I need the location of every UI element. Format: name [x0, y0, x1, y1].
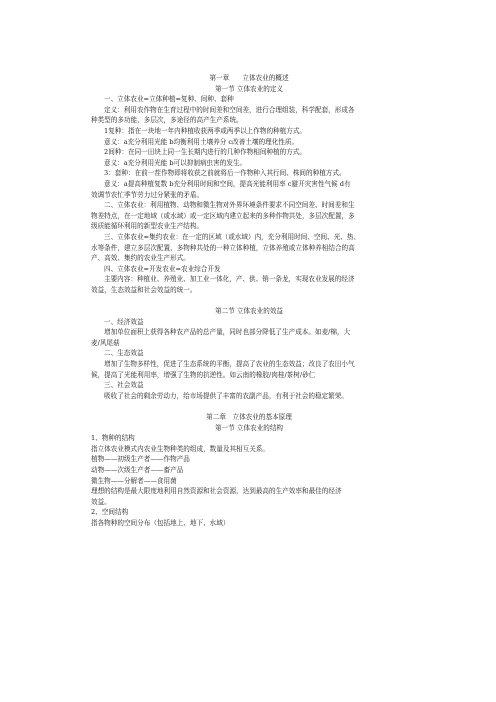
paragraph-line: 级质能循环利用的新型农业生产结构。: [91, 222, 204, 231]
paragraph-line: 意义：a充分利用光能 b均衡利用土壤养分 c改善土壤的理化性质。: [104, 137, 299, 146]
paragraph-line: 指立体农业模式内农业生物种类的组成，数量及其相互关系。: [91, 444, 270, 453]
paragraph-line: 理想的结构是最大限度地利用自然资源和社会资源，达到最高的生产效率和最佳的经济: [91, 487, 342, 496]
paragraph-line: 一、经济效益: [104, 317, 144, 326]
paragraph-line: 二、生态效益: [104, 349, 144, 358]
paragraph-line: 种类型的多功能，多层次，多途径的高产生产系统。: [91, 116, 243, 125]
paragraph-line: 效调节农忙季节劳力过分紧张的矛盾。: [91, 190, 204, 199]
paragraph-line: 1、物种的结构: [91, 434, 135, 443]
paragraph-line: 效益。: [91, 497, 111, 506]
paragraph-line: 水等条件，建立多层次配置，多物种共处的一种立体种植，立体养殖或立体种养相结合的高: [91, 243, 355, 252]
paragraph-line: 指各物种的空间分布（包括地上、地下、水域）: [91, 518, 230, 527]
paragraph-line: 吸收了社会的剩余劳动力，给市场提供了丰富的农副产品，有利于社会的稳定繁荣。: [104, 391, 348, 400]
paragraph-line: 定义：利用农作物在生育过程中的时间差和空间差，进行合理组装，科学配套，形成各: [104, 105, 355, 114]
paragraph-line: 意义：a提高种植复数 b充分利用时间和空间，提高光能利用率 c避开灾害性气候 d有: [104, 179, 351, 188]
paragraph-line: 效益，生态效益和社会效益的统一。: [91, 285, 197, 294]
paragraph-line: 2、空间结构: [91, 508, 129, 517]
document-body: [91, 73, 407, 529]
chapter-1-section-2-body: [91, 317, 407, 402]
chapter-1-title: 第一章 立体农业的概述: [209, 74, 289, 82]
paragraph-line: 增加了生物多样性，促进了生态系统的平衡，提高了农业的生态效益；改良了农田小气: [104, 360, 355, 369]
paragraph-line: 产、高效、集约的农业生产形式。: [91, 254, 190, 263]
paragraph-line: 候，提高了光能利用率，增强了生物的抗逆性。如云南的橡胶/肉桂/茶树/砂仁: [91, 370, 316, 379]
chapter-1-section-2-title: 第二节 立体农业的效益: [214, 307, 284, 316]
paragraph-line: 麦/风尾菇: [91, 338, 120, 347]
paragraph-line: 二、立体农业：利用植物、动物和微生物对外界环境条件要求不同空间差、时间差和生: [104, 201, 355, 210]
paragraph-line: 2间种：在同一田块上同一生长期内进行的几种作物相间种植的方式。: [104, 148, 307, 157]
paragraph-line: 三、社会效益: [104, 381, 144, 390]
paragraph-line: 三、立体农业=集约农业：在一定的区域（或水域）内，充分利用时间、空间、光、热、: [104, 232, 361, 241]
paragraph-line: 动物——次级生产者——畜产品: [91, 465, 184, 474]
chapter-1-section-1-title: 第一节 立体农业的定义: [214, 84, 284, 93]
chapter-1-section-1-body: [91, 94, 407, 295]
paragraph-line: 植物——初级生产者——作物产品: [91, 455, 190, 464]
paragraph-line: 微生物——分解者——食用菌: [91, 476, 177, 485]
paragraph-line: 1复种：指在一块地一年内种植收获两季或两季以上作物的种植方式。: [104, 126, 307, 135]
paragraph-line: 意义：a充分利用光能 b可以抑制病虫害的发生。: [104, 158, 247, 167]
chapter-2-section-1-title: 第一节 立体农业的结构: [214, 423, 284, 432]
chapter-2-section-1-body: [91, 433, 407, 528]
chapter-2-title: 第二章 立体农业的基本原理: [206, 413, 292, 421]
paragraph-line: 主要内容：种植业、养殖业、加工业一体化，产、供、销一条龙，实现农业发展的经济: [104, 275, 355, 284]
paragraph-line: 物差特点，在一定地域（或水域）或一定区域内建立起来的多种作物共处，多层次配置，多: [91, 211, 355, 220]
paragraph-line: 增加单位面积上获得各种农产品的总产量，同时也部分降低了生产成本。如麦/棉，大: [104, 328, 351, 337]
paragraph-line: 一、立体农业=立体种植=复种、间种、套种: [104, 95, 234, 104]
paragraph-line: 四、立体农业=开发农业=农业综合开发: [104, 264, 221, 273]
paragraph-line: 3：套种：在前一茬作物即将收获之前就将后一作物种入其行间、株间的种植方式。: [104, 169, 346, 178]
